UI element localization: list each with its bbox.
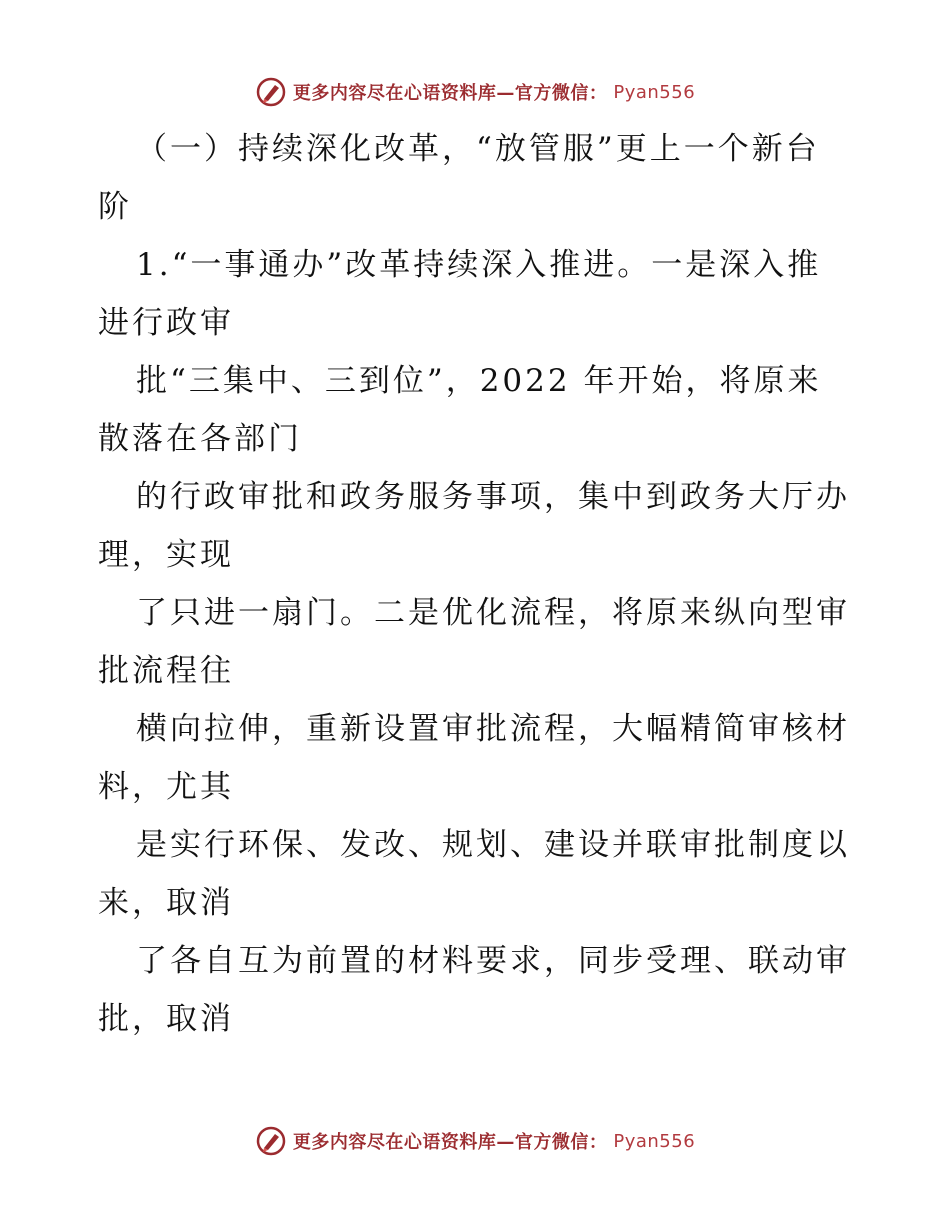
text-line: 阶 <box>98 189 132 225</box>
text-line: 的行政审批和政务服务事项，集中到政务大厅办 <box>136 479 850 515</box>
text-line: 是实行环保、发改、规划、建设并联审批制度以 <box>136 827 850 863</box>
text-line: 散落在各部门 <box>98 421 302 457</box>
text-line: 批，取消 <box>98 1001 234 1037</box>
text-line: 批流程往 <box>98 653 234 689</box>
watermark-account: Pyan556 <box>613 81 696 103</box>
footer-watermark <box>0 1121 950 1161</box>
text-line: 了只进一扇门。二是优化流程，将原来纵向型审 <box>136 595 850 631</box>
watermark-text: 更多内容尽在心语资料库—官方微信： <box>292 83 608 104</box>
header-watermark <box>0 72 950 112</box>
text-line: 了各自互为前置的材料要求，同步受理、联动审 <box>136 943 850 979</box>
text-line: 横向拉伸，重新设置审批流程，大幅精简审核材 <box>136 711 850 747</box>
text-line: 来，取消 <box>98 885 234 921</box>
text-line: 料，尤其 <box>98 769 234 805</box>
watermark-account: Pyan556 <box>613 1130 696 1152</box>
text-line: 批“三集中、三到位”，2022 年开始，将原来 <box>136 363 822 399</box>
heading-line: （一）持续深化改革，“放管服”更上一个新台 <box>136 131 820 167</box>
pen-logo-icon <box>255 1125 287 1157</box>
document-body <box>98 120 858 1048</box>
watermark-text: 更多内容尽在心语资料库—官方微信： <box>292 1132 608 1153</box>
text-line: 理，实现 <box>98 537 234 573</box>
text-line: 1.“一事通办”改革持续深入推进。一是深入推 <box>136 247 822 283</box>
text-line: 进行政审 <box>98 305 234 341</box>
pen-logo-icon <box>255 76 287 108</box>
